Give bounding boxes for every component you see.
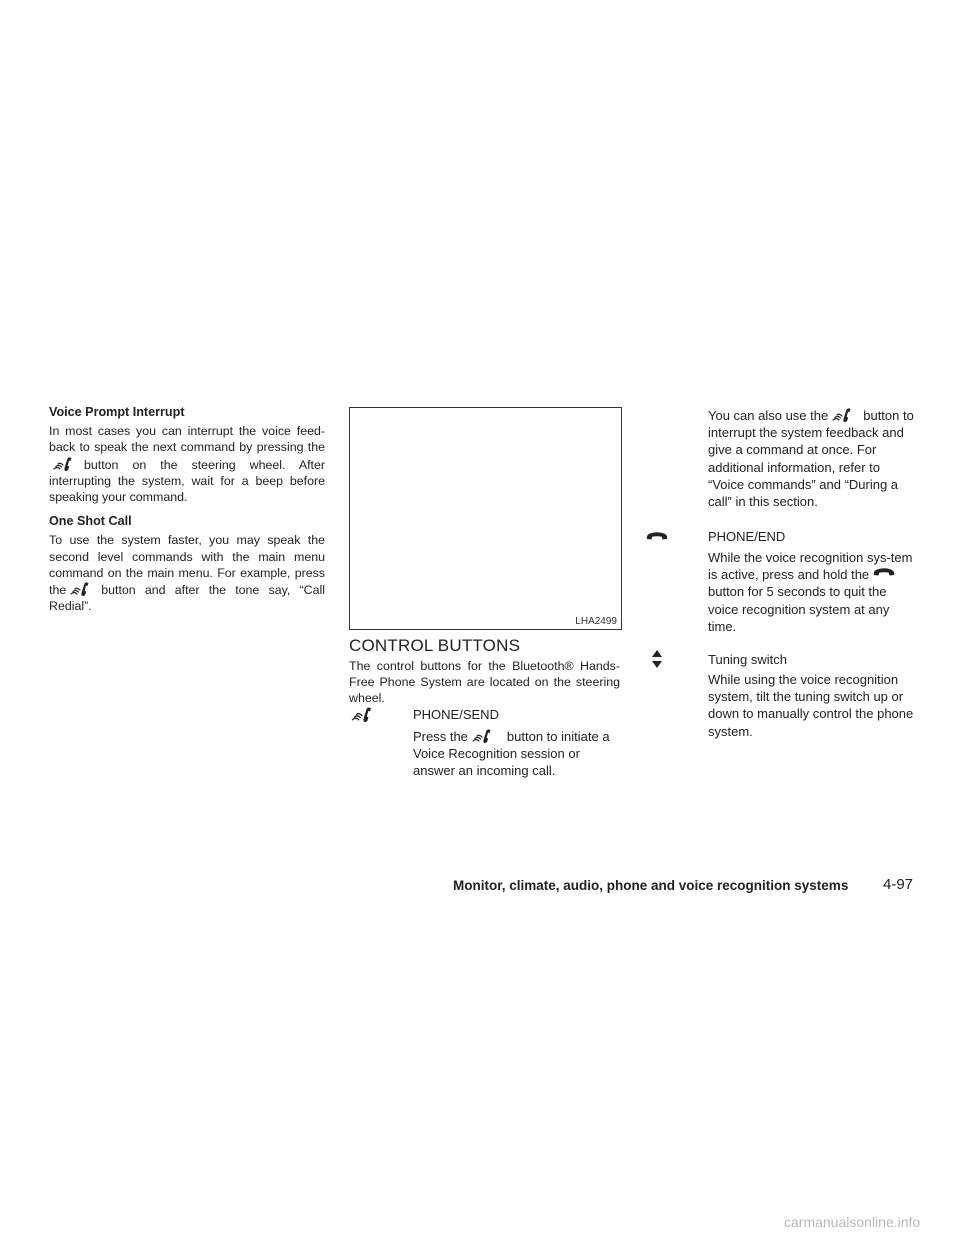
phone-send-icon [831, 407, 855, 423]
tuning-body: While using the voice recognition system, tilt the tuning switch up or down to manually control the phone system. [708, 672, 914, 739]
also-use-text-2: button to interrupt the system feedback and give a command at once. For additional information, refer to “Voice commands” and “During a call” in this section. [708, 408, 914, 510]
footer-page-number: 4-97 [883, 876, 914, 893]
phone-send-title: PHONE/SEND [413, 707, 499, 722]
phone-send-body-1: Press the [413, 729, 468, 744]
phone-end-title: PHONE/END [708, 529, 786, 544]
phone-send-icon [471, 728, 495, 744]
phone-end-body-1: While the voice recognition sys-tem is active, press and hold the [708, 550, 913, 583]
phone-end-body-2: button for 5 seconds to quit the voice recognition system at any time. [708, 584, 890, 634]
one-shot-text-2: button and after the tone say, “Call Redial”. [49, 583, 325, 614]
phone-end-body [708, 549, 916, 635]
one-shot-heading: One Shot Call [49, 514, 132, 529]
one-shot-text-1: To use the system faster, you may speak the second level commands with the main menu command on the main menu. For example, press the [49, 533, 325, 598]
phone-send-icon [350, 706, 376, 723]
left-column [49, 404, 325, 614]
figure-placeholder [349, 407, 622, 630]
voice-prompt-text-1: In most cases you can interrupt the voice feed-back to speak the next command by pressing the [49, 424, 325, 455]
voice-prompt-paragraph [49, 423, 325, 505]
watermark: carmanualsonline.info [784, 1214, 921, 1230]
phone-send-icon [69, 581, 93, 597]
phone-send-icon [52, 456, 76, 472]
one-shot-paragraph [49, 532, 325, 614]
phone-end-icon [645, 530, 669, 542]
phone-end-icon [872, 566, 896, 578]
section-title: CONTROL BUTTONS [349, 636, 521, 655]
figure-label: LHA2499 [575, 616, 617, 627]
control-buttons-intro: The control buttons for the Bluetooth® Hands-Free Phone System are located on the steering wheel. [349, 659, 620, 706]
voice-prompt-heading: Voice Prompt Interrupt [49, 405, 185, 419]
tuning-title: Tuning switch [708, 652, 787, 667]
footer-title: Monitor, climate, audio, phone and voice recognition systems [453, 878, 849, 893]
phone-send-body [413, 728, 618, 780]
also-use-text-1: You can also use the [708, 408, 829, 423]
tuning-switch-icon [651, 649, 663, 669]
voice-prompt-text-2: button on the steering wheel. After interrupting the system, wait for a beep before speaking your command. [49, 457, 325, 505]
also-use-paragraph [708, 407, 918, 510]
phone-send-body-2: button to initiate a Voice Recognition session or answer an incoming call. [413, 729, 610, 779]
